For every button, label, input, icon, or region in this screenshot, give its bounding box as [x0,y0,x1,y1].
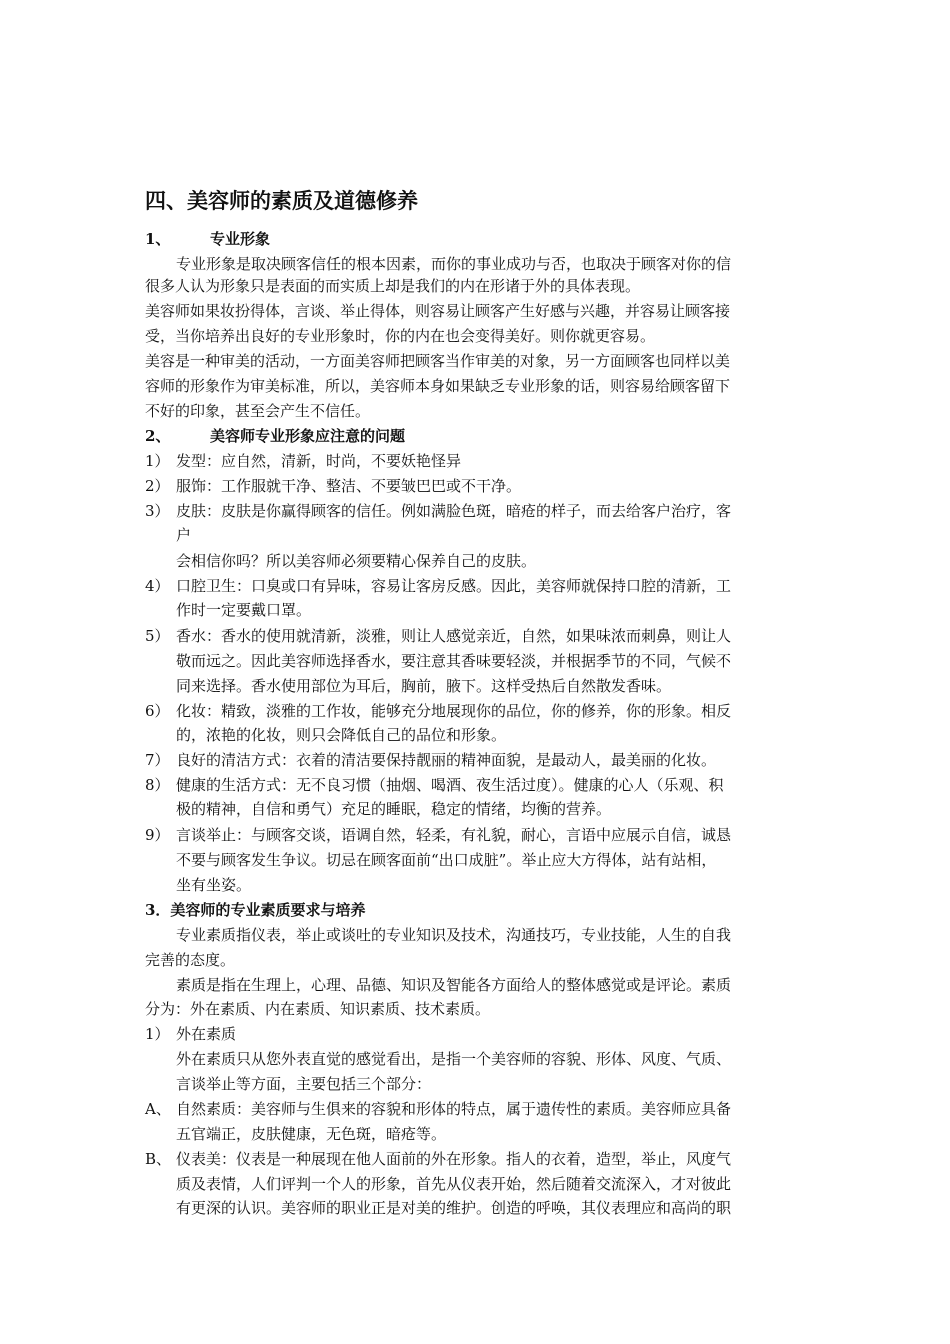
paragraph-line: 美容师如果妆扮得体，言谈、举止得体，则容易让顾客产生好感与兴趣，并容易让顾客接 [145,302,731,320]
paragraph-line: 言谈举止等方面，主要包括三个部分： [176,1075,432,1093]
paragraph-line: 素质是指在生理上，心理、品德、知识及智能各方面给人的整体感觉或是评论。素质 [176,976,732,994]
list-item-line: 良好的清洁方式：衣着的清洁要保持靓丽的精神面貌，是最动人，最美丽的化妆。 [176,751,717,769]
list-item-line: 的，浓艳的化妆，则只会降低自己的品位和形象。 [176,726,507,744]
list-item-number: 7） [145,751,170,769]
paragraph-line: 美容是一种审美的活动，一方面美容师把顾客当作审美的对象，另一方面顾客也同样以美 [145,352,731,370]
paragraph-line: 专业素质指仪表，举止或谈吐的专业知识及技术，沟通技巧，专业技能，人生的自我 [176,926,732,944]
list-item-line: 会相信你吗？所以美容师必须要精心保养自己的皮肤。 [176,552,537,570]
list-item-number: 1） [145,1025,170,1043]
list-item-number: 4） [145,577,170,595]
paragraph-line: 很多人认为形象只是表面的而实质上却是我们的内在形诸于外的具体表现。 [145,277,641,295]
list-item-line: 极的精神，自信和勇气）充足的睡眠，稳定的情绪，均衡的营养。 [176,800,612,818]
list-item-line: 服饰：工作服就干净、整洁、不要皱巴巴或不干净。 [176,477,522,495]
list-item-line: 自然素质：美容师与生俱来的容貌和形体的特点，属于遗传性的素质。美容师应具备 [176,1100,732,1118]
list-item-number: 2） [145,477,170,495]
list-item-line: 有更深的认识。美容师的职业正是对美的维护。创造的呼唤，其仪表理应和高尚的职 [176,1199,732,1217]
list-item-number: 8） [145,776,170,794]
paragraph-line: 分为：外在素质、内在素质、知识素质、技术素质。 [145,1000,491,1018]
list-item-number: 1） [145,452,170,470]
section-2-number: 2、 [145,427,171,445]
section-1-heading: 专业形象 [210,230,271,248]
paragraph-line: 外在素质只从您外表直觉的感觉看出，是指一个美容师的容貌、形体、风度、气质、 [176,1050,732,1068]
section-2-heading: 美容师专业形象应注意的问题 [210,427,406,445]
list-item-line: 言谈举止：与顾客交谈，语调自然，轻柔，有礼貌，耐心，言语中应展示自信，诚恳 [176,826,732,844]
list-item-line: 作时一定要戴口罩。 [176,601,312,619]
list-item-line: 健康的生活方式：无不良习惯（抽烟、喝酒、夜生活过度）。健康的心人（乐观、积 [176,776,724,794]
list-item-line: 发型：应自然，清新，时尚，不要妖艳怪异 [176,452,462,470]
paragraph-line: 受，当你培养出良好的专业形象时，你的内在也会变得美好。则你就更容易。 [145,327,656,345]
list-item-line: 化妆：精致，淡雅的工作妆，能够充分地展现你的品位，你的修养，你的形象。相反 [176,702,732,720]
section-3-heading: 3．美容师的专业素质要求与培养 [145,901,366,919]
list-item-line: 坐有坐姿。 [176,876,252,894]
section-1-number: 1、 [145,230,171,248]
list-item-line: 户 [176,526,192,544]
list-item-line: 五官端正，皮肤健康，无色斑，暗疮等。 [176,1125,447,1143]
list-item-line: 口腔卫生：口臭或口有异味，容易让客房反感。因此，美容师就保持口腔的清新，工 [176,577,732,595]
list-item-line: 仪表美：仪表是一种展现在他人面前的外在形象。指人的衣着，造型，举止，风度气 [176,1150,732,1168]
page-title: 四、美容师的素质及道德修养 [145,188,418,213]
list-item-line: 同来选择。香水使用部位为耳后，胸前，腋下。这样受热后自然散发香味。 [176,677,672,695]
paragraph-line: 专业形象是取决顾客信任的根本因素，而你的事业成功与否，也取决于顾客对你的信 [176,255,732,273]
paragraph-line: 容师的形象作为审美标准，所以，美容师本身如果缺乏专业形象的话，则容易给顾客留下 [145,377,731,395]
list-item-line: 质及表情，人们评判一个人的形象，首先从仪表开始，然后随着交流深入，才对彼此 [176,1175,732,1193]
paragraph-line: 不好的印象，甚至会产生不信任。 [145,402,371,420]
list-item-number: 3） [145,502,170,520]
list-item-number: 5） [145,627,170,645]
list-item-number: B、 [145,1150,172,1168]
list-item-number: 9） [145,826,170,844]
list-item-line: 香水：香水的使用就清新，淡雅，则让人感觉亲近，自然，如果味浓而刺鼻，则让人 [176,627,732,645]
subsection-heading: 外在素质 [176,1025,237,1043]
list-item-number: A、 [145,1100,171,1118]
list-item-line: 不要与顾客发生争议。切忌在顾客面前“出口成脏”。举止应大方得体，站有站相， [176,851,717,869]
paragraph-line: 完善的态度。 [145,951,236,969]
list-item-line: 敬而远之。因此美容师选择香水，要注意其香味要轻淡，并根据季节的不同，气候不 [176,652,732,670]
list-item-line: 皮肤：皮肤是你赢得顾客的信任。例如满脸色斑，暗疮的样子，而去给客户治疗，客 [176,502,732,520]
list-item-number: 6） [145,702,170,720]
